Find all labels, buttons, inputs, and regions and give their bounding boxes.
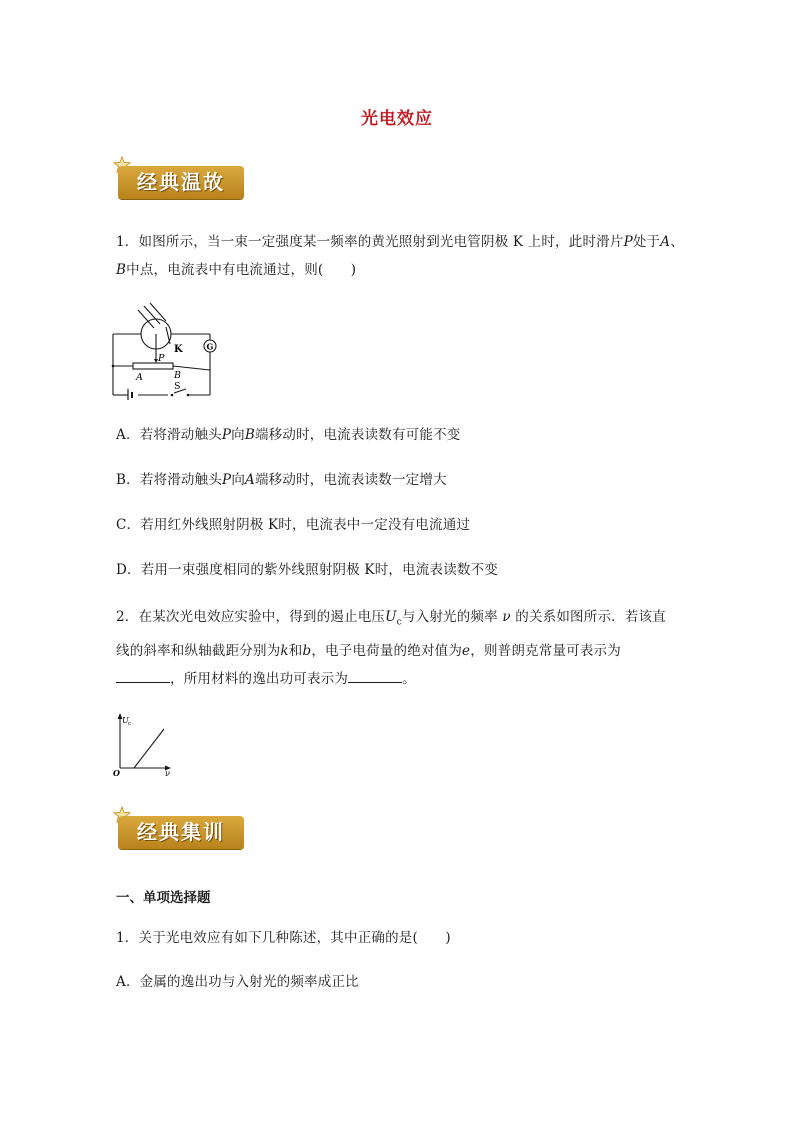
label-b: B [174,370,181,381]
q2-var-sub: c [396,617,402,628]
q1-var-b: B [116,262,127,278]
galvanometer-icon: G [206,341,214,352]
q1-stem-text: 中点，电流表中有电流通过，则( ) [126,262,357,278]
section-banner-review [113,158,245,200]
banner-label: 经典集训 [137,820,225,844]
graph-origin-label: O [113,768,120,776]
page-title: 光电效应 [361,109,433,129]
option-text: B．若将滑动触头 [116,472,223,488]
q2-var-nu: ν [502,609,511,625]
option-text: 向 [231,472,246,488]
q2-text: 线的斜率和纵轴截距分别为 [116,642,281,659]
q2-text: 。 [402,670,416,687]
answer-blank-1[interactable] [116,668,170,683]
option-text: A．若将滑动触头 [116,427,222,443]
label-s: S [174,381,181,392]
q1-var-a: A [660,234,671,250]
q1-stem-text: 1．如图所示，当一束一定强度某一频率的黄光照射到光电管阴极 K 上时，此时滑片 [116,234,624,250]
q2-stem [116,603,686,693]
q1-option-c: C．若用红外线照射阴极 K时，电流表中一定没有电流通过 [116,517,471,533]
sq1-stem: 1．关于光电效应有如下几种陈述，其中正确的是( ) [116,930,451,946]
label-k: K [174,344,183,355]
q2-text: 和 [288,642,303,659]
option-text: 端移动时，电流表读数一定增大 [254,472,447,488]
option-text: 端移动时，电流表读数有可能不变 [254,427,461,443]
circuit-diagram [108,300,228,400]
q2-text: 的关系如图所示．若该直 [515,609,666,625]
option-var: P [222,472,232,488]
q2-var-e: e [462,642,471,659]
q2-var-k: k [280,642,289,659]
q1-option-a [116,421,686,449]
q1-option-d: D．若用一束强度相同的紫外线照射阴极 K时，电流表读数不变 [116,562,498,578]
sq1-option-a: A．金属的逸出功与入射光的频率成正比 [116,974,359,990]
uc-frequency-graph [112,712,178,776]
label-p: P [158,353,165,364]
option-text: 向 [231,427,245,443]
q2-text: 2．在某次光电效应实验中，得到的遏止电压 [116,609,386,625]
q1-stem-text: 处于 [632,234,661,250]
graph-y-label-sub: c [128,721,132,727]
section-banner-training [113,808,245,850]
banner-label: 经典温故 [137,170,225,194]
q1-var-p: P [623,234,633,250]
answer-blank-2[interactable] [348,668,402,683]
q1-stem-text: 、 [670,234,684,250]
section-heading: 一、单项选择题 [116,890,211,906]
graph-y-label: U [122,716,129,725]
q2-text: ，则普朗克常量可表示为 [470,642,621,659]
label-a: A [136,372,143,383]
banner-plate [118,166,244,199]
option-var: A [245,472,255,488]
option-var: B [244,427,255,443]
q2-var-b: b [302,642,312,659]
q1-option-b [116,466,686,494]
q2-text: ，电子电荷量的绝对值为 [311,642,463,659]
q1-stem [116,228,686,284]
option-var: P [221,427,232,443]
q2-text: 与入射光的频率 [401,609,498,625]
graph-x-label: ν [165,769,170,776]
q2-var-u: U [385,609,397,625]
q2-text: ，所用材料的逸出功可表示为 [170,670,349,687]
banner-plate [118,816,244,849]
